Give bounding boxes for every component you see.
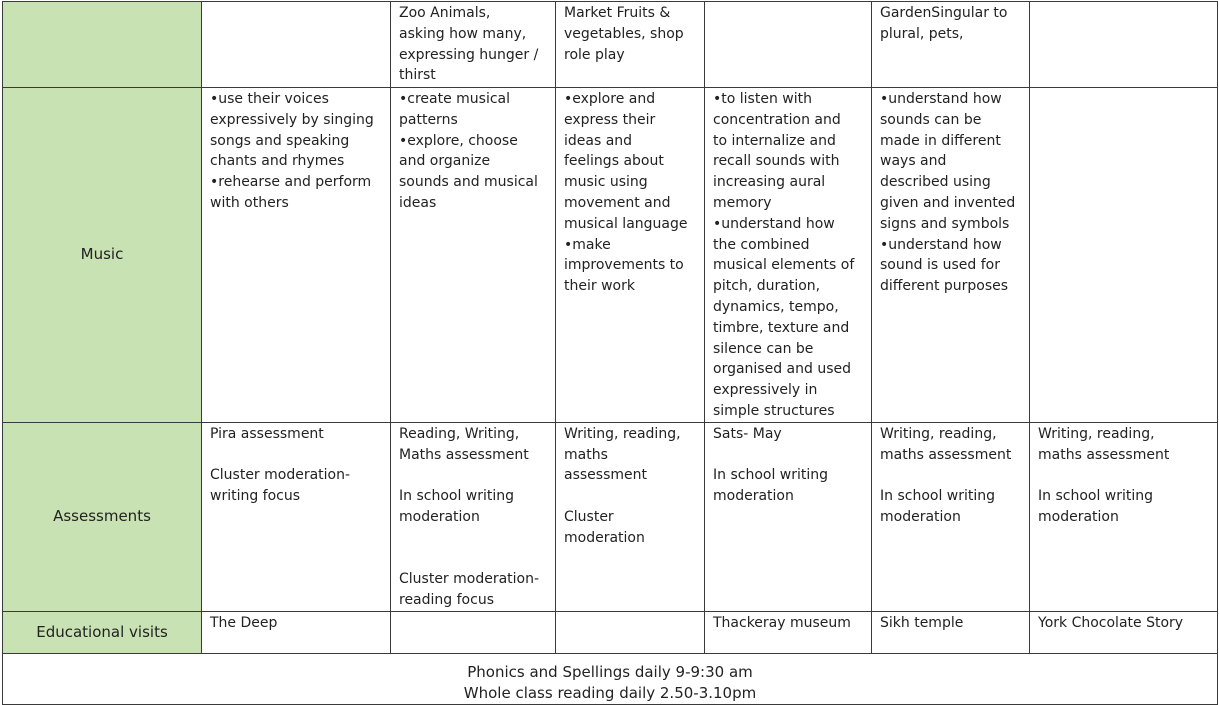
cell-text-line: moderation bbox=[399, 508, 480, 525]
subject-cell bbox=[3, 2, 202, 88]
cell-text-line: ideas and bbox=[564, 132, 633, 149]
cell-text-line: ways and bbox=[880, 153, 947, 170]
cell-text-line: In school writing bbox=[713, 467, 829, 484]
blank-line bbox=[210, 445, 384, 466]
cell-text-line: Writing, reading, bbox=[1038, 425, 1155, 442]
cell-text-line: ideas bbox=[399, 194, 437, 211]
cell-text-line: GardenSingular to bbox=[880, 5, 1008, 21]
cell-text-line: •understand how bbox=[713, 215, 835, 232]
cell-text-line: and organize bbox=[399, 153, 491, 170]
cell-text-line: concentration and bbox=[713, 111, 841, 128]
cell-text-line: Sats- May bbox=[713, 425, 782, 442]
assessment-cell bbox=[202, 422, 391, 611]
cell-text-line: •rehearse and perform bbox=[210, 174, 372, 191]
cell-text-line: express their bbox=[564, 111, 656, 128]
cell-text-line: the combined bbox=[713, 236, 810, 253]
topic-cell bbox=[202, 2, 391, 88]
cell-text-line: songs and speaking bbox=[210, 132, 350, 149]
topic-cell bbox=[1030, 2, 1218, 88]
cell-text-line: role play bbox=[564, 46, 625, 63]
assessment-cell bbox=[556, 422, 705, 611]
cell-text-line: Writing, reading, bbox=[880, 425, 997, 442]
music-cell bbox=[202, 88, 391, 423]
cell-text-line: organised and used bbox=[713, 361, 852, 378]
cell-text-line: moderation bbox=[564, 529, 645, 546]
cell-text-line: plural, pets, bbox=[880, 25, 964, 42]
cell-text-line: increasing aural bbox=[713, 174, 826, 191]
blank-line bbox=[713, 445, 865, 466]
cell-text-line: moderation bbox=[1038, 508, 1119, 525]
cell-text-line: writing focus bbox=[210, 488, 301, 505]
blank-line bbox=[1038, 465, 1211, 486]
cell-text-line: moderation bbox=[713, 488, 794, 505]
cell-text-line: to internalize and bbox=[713, 132, 836, 149]
phonics-schedule-text: Phonics and Spellings daily 9-9:30 am bbox=[467, 662, 753, 681]
visit-cell bbox=[556, 611, 705, 653]
cell-text-line: Market Fruits & bbox=[564, 5, 671, 21]
cell-text-line: sounds can be bbox=[880, 111, 982, 128]
cell-text-line: sound is used for bbox=[880, 257, 1000, 274]
cell-text-line: •use their voices bbox=[210, 91, 329, 107]
cell-text-line: with others bbox=[210, 194, 289, 211]
cell-text-line: vegetables, shop bbox=[564, 25, 684, 42]
topic-cell bbox=[872, 2, 1030, 88]
cell-text-line: maths bbox=[564, 446, 608, 463]
cell-text-line: asking how many, bbox=[399, 25, 527, 42]
cell-text-line: movement and bbox=[564, 194, 671, 211]
subject-cell: Assessments bbox=[3, 422, 202, 611]
cell-text-line: Writing, reading, bbox=[564, 425, 681, 442]
cell-text-line: •explore and bbox=[564, 91, 656, 107]
music-cell bbox=[705, 88, 872, 423]
cell-text-line: In school writing bbox=[1038, 488, 1154, 505]
cell-text-line: York Chocolate Story bbox=[1038, 614, 1184, 631]
cell-text-line: musical elements of bbox=[713, 257, 855, 274]
cell-text-line: sounds and musical bbox=[399, 174, 538, 191]
visit-cell bbox=[872, 611, 1030, 653]
visit-cell bbox=[202, 611, 391, 653]
cell-text-line: expressively by singing bbox=[210, 111, 374, 128]
cell-text-line: Reading, Writing, bbox=[399, 425, 520, 442]
cell-text-line: Sikh temple bbox=[880, 614, 964, 631]
reading-schedule-text: Whole class reading daily 2.50-3.10pm bbox=[463, 683, 757, 702]
table-row bbox=[3, 88, 1218, 423]
cell-text-line: In school writing bbox=[399, 488, 515, 505]
cell-text-line: simple structures bbox=[713, 402, 835, 419]
cell-text-line: signs and symbols bbox=[880, 215, 1010, 232]
cell-text-line: memory bbox=[713, 194, 772, 211]
curriculum-table bbox=[2, 1, 1218, 705]
cell-text-line: Thackeray museum bbox=[713, 614, 851, 631]
blank-line bbox=[399, 528, 549, 549]
assessment-cell bbox=[391, 422, 556, 611]
cell-text-line: •to listen with bbox=[713, 91, 812, 107]
cell-text-line: music using bbox=[564, 174, 648, 191]
cell-text-line: dynamics, tempo, bbox=[713, 298, 839, 315]
blank-line bbox=[399, 465, 549, 486]
cell-text-line: •understand how bbox=[880, 236, 1002, 253]
music-cell bbox=[556, 88, 705, 423]
cell-text-line: assessment bbox=[564, 467, 647, 484]
daily-schedule-note bbox=[3, 653, 1218, 704]
music-cell bbox=[872, 88, 1030, 423]
cell-text-line: maths assessment bbox=[1038, 446, 1170, 463]
cell-text-line: given and invented bbox=[880, 194, 1016, 211]
cell-text-line: •create musical bbox=[399, 91, 511, 107]
music-cell bbox=[1030, 88, 1218, 423]
table-row bbox=[3, 2, 1218, 88]
cell-text-line: chants and rhymes bbox=[210, 153, 345, 170]
cell-text-line: Cluster moderation- bbox=[210, 467, 351, 484]
table-row bbox=[3, 653, 1218, 704]
cell-text-line: •understand how bbox=[880, 91, 1002, 107]
subject-cell: Educational visits bbox=[3, 611, 202, 653]
cell-text-line: Maths assessment bbox=[399, 446, 529, 463]
visit-cell bbox=[391, 611, 556, 653]
cell-text-line: thirst bbox=[399, 67, 436, 84]
cell-text-line: expressively in bbox=[713, 382, 818, 399]
cell-text-line: In school writing bbox=[880, 488, 996, 505]
visit-cell bbox=[1030, 611, 1218, 653]
cell-text-line: expressing hunger / bbox=[399, 46, 539, 63]
visit-cell bbox=[705, 611, 872, 653]
topic-cell bbox=[391, 2, 556, 88]
cell-text-line: •explore, choose bbox=[399, 132, 518, 149]
blank-line bbox=[564, 486, 698, 507]
cell-text-line: The Deep bbox=[210, 614, 278, 631]
cell-text-line: timbre, texture and bbox=[713, 319, 850, 336]
cell-text-line: maths assessment bbox=[880, 446, 1012, 463]
topic-cell bbox=[705, 2, 872, 88]
cell-text-line: moderation bbox=[880, 508, 961, 525]
blank-line bbox=[880, 465, 1023, 486]
cell-text-line: reading focus bbox=[399, 592, 494, 609]
cell-text-line: described using bbox=[880, 174, 991, 191]
cell-text-line: recall sounds with bbox=[713, 153, 840, 170]
table-row bbox=[3, 422, 1218, 611]
cell-text-line: pitch, duration, bbox=[713, 278, 821, 295]
music-cell bbox=[391, 88, 556, 423]
cell-text-line: Cluster bbox=[564, 508, 614, 525]
topic-cell bbox=[556, 2, 705, 88]
cell-text-line: their work bbox=[564, 278, 635, 295]
blank-line bbox=[399, 549, 549, 570]
table-row bbox=[3, 611, 1218, 653]
cell-text-line: musical language bbox=[564, 215, 688, 232]
cell-text-line: •make bbox=[564, 236, 611, 253]
assessment-cell bbox=[705, 422, 872, 611]
cell-text-line: patterns bbox=[399, 111, 458, 128]
cell-text-line: different purposes bbox=[880, 278, 1009, 295]
subject-cell: Music bbox=[3, 88, 202, 423]
cell-text-line: silence can be bbox=[713, 340, 814, 357]
cell-text-line: made in different bbox=[880, 132, 1001, 149]
cell-text-line: Pira assessment bbox=[210, 425, 324, 442]
cell-text-line: feelings about bbox=[564, 153, 664, 170]
cell-text-line: Zoo Animals, bbox=[399, 5, 491, 21]
cell-text-line: improvements to bbox=[564, 257, 684, 274]
cell-text-line: Cluster moderation- bbox=[399, 571, 540, 588]
assessment-cell bbox=[872, 422, 1030, 611]
assessment-cell bbox=[1030, 422, 1218, 611]
